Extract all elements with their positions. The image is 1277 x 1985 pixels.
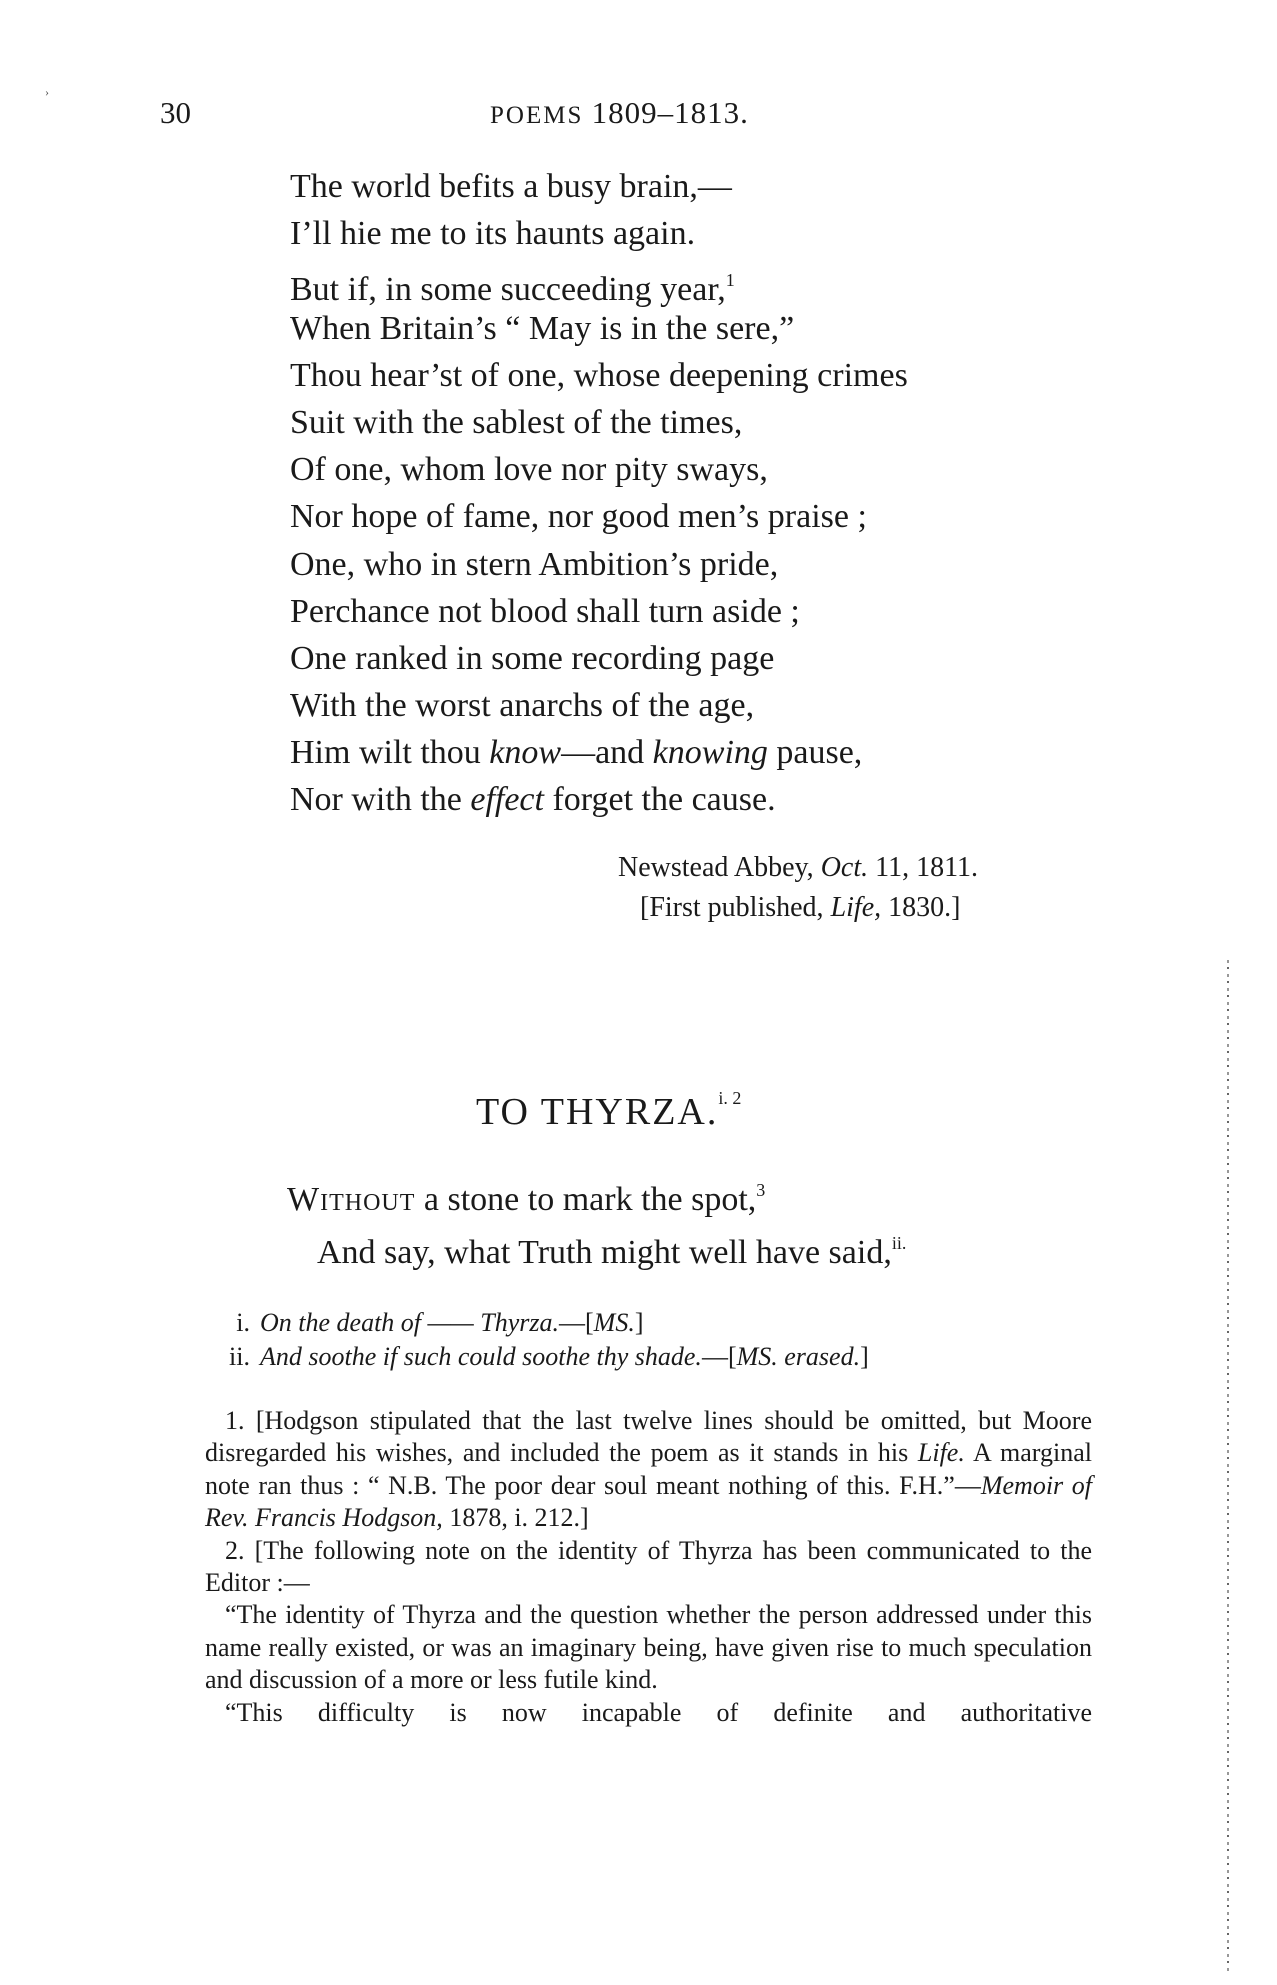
variant-reading: ii. And soothe if such could soothe thy shade.—[MS. erased.]	[229, 1342, 869, 1371]
footnote-2: 2. [The following note on the identity of Thyrza has been communicated to the Editor :—	[205, 1535, 1092, 1598]
title-refs: i. 2	[718, 1088, 742, 1108]
poem-line: Suit with the sablest of the times,	[290, 403, 743, 441]
poem-line: Nor hope of fame, nor good men’s praise ;	[290, 498, 867, 536]
signature-publication: [First published, Life, 1830.]	[640, 892, 961, 923]
poem-line: Without a stone to mark the spot,$^3$	[287, 1180, 766, 1218]
variant-reading: i. On the death of —— Thyrza.—[MS.]	[236, 1308, 644, 1337]
variant-readings	[220, 1306, 1100, 1374]
poem-line: Him wilt thou know—and knowing pause,	[290, 734, 863, 772]
page-edge-shadow	[1225, 960, 1231, 1975]
poem-line: One ranked in some recording page	[290, 639, 775, 677]
poem-line: The world befits a busy brain,—	[290, 168, 732, 205]
poem-line: Nor with the effect forget the cause.	[290, 781, 776, 819]
poem-line: With the worst anarchs of the age,	[290, 687, 755, 725]
running-title-word: POEMS	[490, 102, 584, 129]
footnotes	[205, 1405, 1099, 1729]
footnote-quote: “This difficulty is now incapable of definite and authoritative	[225, 1697, 1092, 1727]
poem-line: Of one, whom love nor pity sways,	[290, 451, 768, 489]
scan-speck: ›	[45, 85, 49, 99]
footnote-ref: 1	[725, 270, 735, 291]
poem-line: I’ll hie me to its haunts again.	[290, 215, 696, 253]
poem-signature	[618, 848, 978, 928]
poem-line: One, who in stern Ambition’s pride,	[290, 545, 779, 583]
poem-line: And say, what Truth might well have said,$^{ii.}$	[317, 1233, 907, 1271]
running-title-years: 1809–1813.	[591, 95, 749, 130]
signature-place-date: Newstead Abbey, Oct. 11, 1811.	[618, 852, 979, 883]
poem-line: Thou hear’st of one, whose deepening crimes	[290, 356, 908, 394]
footnote-ref: 3	[756, 1180, 766, 1200]
poem-line: When Britain’s “ May is in the sere,”	[290, 309, 795, 347]
poem-title: TO THYRZA.$^{i. 2}$	[476, 1088, 742, 1133]
poem-line: Perchance not blood shall turn aside ;	[290, 592, 800, 630]
running-title	[490, 95, 749, 131]
poem-stanza	[290, 163, 908, 824]
poem-opening-lines	[287, 1164, 906, 1270]
footnote-quote: “The identity of Thyrza and the question whether the person addressed under this name really existed, or was an imaginary being, have given rise to much speculation and discussion of a more or less futile kind.	[205, 1600, 1092, 1695]
page-number: 30	[160, 95, 191, 130]
running-head	[160, 95, 1082, 135]
poem-line: But if, in some succeeding year,$^1$	[290, 270, 735, 309]
footnote-1: 1. [Hodgson stipulated that the last twelve lines should be omitted, but Moore disregarded his wishes, and included the poem as it stands in his Life. A marginal note ran thus : “ N.B. The poor dear soul meant nothing of this. F.H.”—Memoir of Rev. Francis Hodgson, 1878, i. 212.]	[205, 1406, 1099, 1533]
variant-ref: ii.	[891, 1233, 907, 1253]
